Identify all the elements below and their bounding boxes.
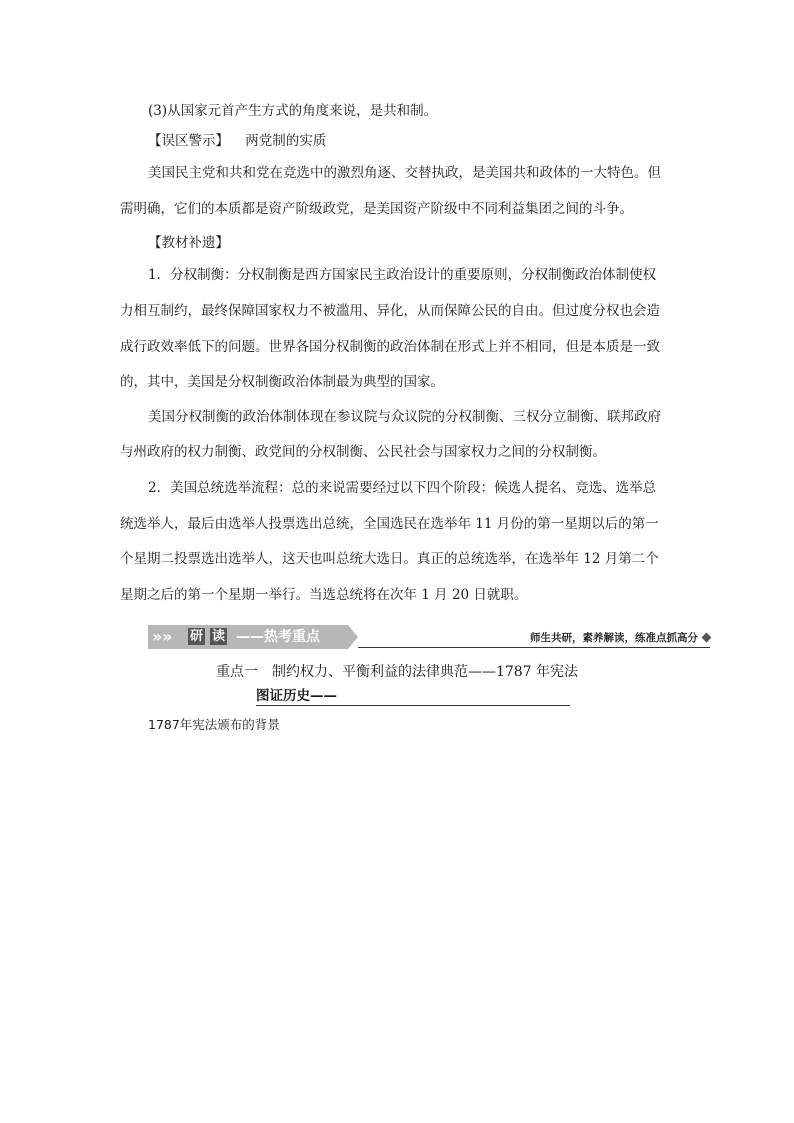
- chevron-right-icon: »: [162, 627, 173, 646]
- paragraph-line: 星期之后的第一个星期一举行。当选总统将在次年 1 月 20 日就职。: [120, 587, 528, 603]
- chevron-right-icon: »: [152, 627, 163, 646]
- section-banner: [148, 625, 710, 649]
- paragraph-line: 美国民主党和共和党在竞选中的激烈角逐、交替执政，是美国共和政体的一大特色。但: [148, 165, 661, 181]
- banner-char-box: 研: [189, 629, 203, 644]
- supplement-heading: 【教材补遗】: [148, 235, 229, 251]
- diamond-icon: [702, 633, 712, 643]
- tuzheng-divider: [256, 705, 570, 706]
- misconception-topic: 两党制的实质: [245, 133, 327, 149]
- background-label: 1787年宪法颁布的背景: [148, 717, 280, 732]
- paragraph-line: 个星期二投票选出选举人，这天也叫总统大选日。真正的总统选举，在选举年 12 月第二个: [120, 551, 659, 567]
- section-title: 重点一 制约权力、平衡利益的法律典范——1787 年宪法: [215, 664, 579, 680]
- banner-subtitle: ——热考重点: [236, 629, 320, 645]
- banner-right-text: 师生共研，素养解读，练准点抓高分: [530, 632, 698, 644]
- paragraph-line: 力相互制约，最终保障国家权力不被滥用、异化，从而保障公民的自由。但过度分权也会造: [120, 303, 660, 319]
- paragraph-line: 美国分权制衡的政治体制体现在参议院与众议院的分权制衡、三权分立制衡、联邦政府: [148, 409, 661, 425]
- paragraph-line: 的，其中，美国是分权制衡政治体制最为典型的国家。: [120, 374, 444, 390]
- paragraph-line: 统选举人，最后由选举人投票选出总统，全国选民在选举年 11 月份的第一星期以后的第一: [120, 516, 659, 532]
- paragraph-line: 成行政效率低下的问题。世界各国分权制衡的政治体制在形式上并不相同，但是本质是一致: [120, 339, 660, 355]
- banner-divider: [358, 647, 710, 648]
- tuzheng-heading: 图证历史——: [256, 688, 337, 704]
- paragraph-line: 1．分权制衡：分权制衡是西方国家民主政治设计的重要原则，分权制衡政治体制使权: [148, 267, 657, 283]
- paragraph-line: 需明确，它们的本质都是资产阶级政党，是美国资产阶级中不同利益集团之间的斗争。: [120, 201, 633, 217]
- banner-char-box: 读: [211, 629, 225, 644]
- paragraph-line: 2．美国总统选举流程：总的来说需要经过以下四个阶段：候选人提名、竞选、选举总: [148, 480, 657, 496]
- misconception-tag: 【误区警示】: [148, 133, 229, 149]
- point-3-line: (3)从国家元首产生方式的角度来说，是共和制。: [148, 103, 438, 119]
- misconception-heading: [148, 132, 326, 150]
- paragraph-line: 与州政府的权力制衡、政党间的分权制衡、公民社会与国家权力之间的分权制衡。: [120, 444, 606, 460]
